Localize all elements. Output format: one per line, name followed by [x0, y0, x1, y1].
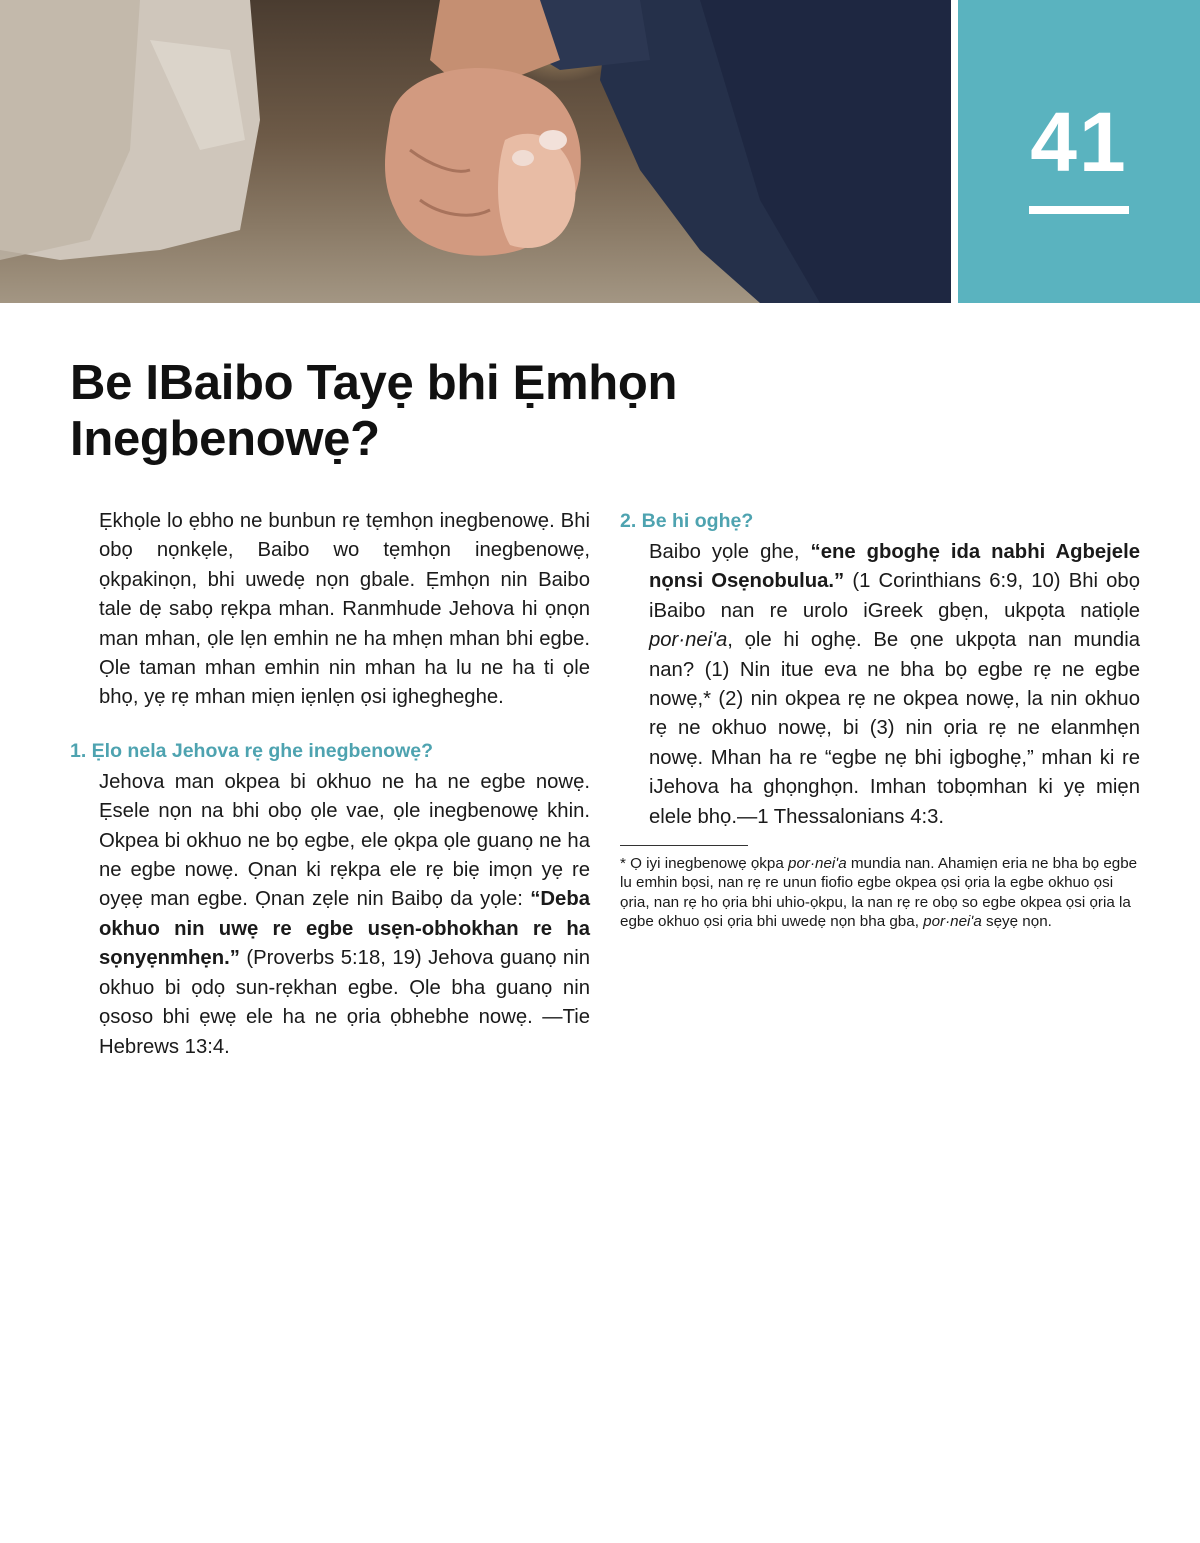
question-1-text-a: Jehova man okpea bi okhuo ne ha ne egbe nowẹ. Ẹsele nọn na bhi obọ ọle vae, ọle inegbenowẹ khin. Okpea bi okhuo ne bọ egbe, ele ọkpa ọle guanọ ne ha ne egbe nowẹ. Ọnan ki rẹkpa ele rẹ biẹ imọn yẹ re oyẹẹ man egbe. Ọnan zẹle nin Baibọ da yọle:	[99, 770, 590, 911]
page-title: Be IBaibo Tayẹ bhi Ẹmhọn Inegbenowẹ?	[70, 356, 678, 466]
question-1-heading: 1. Ẹlo nela Jehova rẹ ghe inegbenowẹ?	[70, 739, 434, 762]
question-2-text-a: Baibo yọle ghe,	[649, 541, 811, 563]
question-2-heading: 2. Be hi oghẹ?	[620, 510, 754, 532]
footnote-term: por·neiʹa	[788, 855, 847, 873]
question-2-text-c: , ọle hi oghẹ. Be ọne ukpọta nan mundia nan? (1) Nin itue eva ne bha bọ egbe rẹ ne egbe nowẹ,	[649, 629, 1140, 711]
footnote-text-b: mundia nan. Ahamiẹn eria ne bha bọ egbe lu emhin bọsi, nan rẹ re unun fiofio egbe okpea ọsi ọria la egbe okhuo ọsi ọria, nan rẹ ho ọria bhi uhio-ọkpu, la nan rẹ re obọ so egbe okpea ọsi ọria la egbe okhuo ọsi ọria bhi uwedẹ nọn bha gba,	[620, 855, 1138, 930]
question-2-quote: “ene gboghẹ ida nabhi Agbejele nọnsi Osẹnobulua.”	[649, 541, 1140, 593]
question-1-text-b: (Proverbs 5:18, 19) Jehova guanọ nin okhuo bi ọdọ sun-rẹkhan egbe. Ọle bha guanọ nin ọsoso bhi ẹwẹ ele ha ne ọria ọbhebhe nowẹ. —Tie Hebrews 13:4.	[99, 947, 590, 1058]
footnote-text-c: sẹyẹ nọn.	[981, 912, 1052, 930]
chapter-underline	[1029, 206, 1129, 214]
question-2-text-b: (1 Corinthians 6:9, 10) Bhi obọ iBaibo nan re urolo iGreek gbẹn, ukpọta natiọle	[649, 570, 1140, 622]
question-2-term: por·neiʹa	[649, 629, 728, 652]
question-2-paragraph	[620, 538, 1140, 832]
footnote-reference-link[interactable]: *	[703, 688, 712, 711]
question-2-text-d: (2) nin okpea rẹ ne okpea nowẹ, la nin okhuo rẹ ne okhuo nowẹ, bi (3) nin ọria rẹ ne elanmhẹn nowẹ. Mhan ha re “egbe nẹ bhi igboghẹ,” mhan ki re iJehova ha ghọnghọn. Imhan tobọmhan ki yẹ miẹn elele bhọ.—1 Thessalonians 4:3.	[649, 688, 1140, 828]
footnote	[620, 854, 1140, 931]
footnote-term-2: por·neiʹa	[923, 912, 982, 930]
holding-hands-illustration	[0, 0, 951, 303]
left-column	[70, 507, 590, 1062]
question-1-quote: “Deba okhuo nin uwẹ re egbe usẹn-obhokhan re ha sọnyẹnmhẹn.”	[99, 888, 590, 970]
chapter-number: 41	[1030, 95, 1128, 189]
question-1-paragraph	[70, 768, 590, 1062]
header-photo-holding-hands	[0, 0, 951, 303]
right-column	[620, 507, 1140, 931]
chapter-number-box	[958, 0, 1200, 303]
footnote-text-a: * Ọ iyi inegbenowẹ ọkpa	[620, 855, 789, 873]
footnote-divider	[620, 845, 748, 846]
intro-paragraph: Ẹkhọle lo ẹbho ne bunbun rẹ tẹmhọn inegbenowẹ. Bhi obọ nọnkẹle, Baibo wo tẹmhọn inegbenowẹ, ọkpakinọn, bhi uwedẹ nọn gbale. Ẹmhọn nin Baibo tale dẹ sabọ rẹkpa mhan. Ranmhude Jehova hi ọnọn man mhan, ọle lẹn emhin ne ha mhẹn mhan bhi egbe. Ọle taman mhan emhin nin mhan ha lu ne ha ti ọle bhọ, yẹ rẹ mhan miẹn iẹnlẹn ọsi ighegheghe.	[99, 510, 590, 709]
